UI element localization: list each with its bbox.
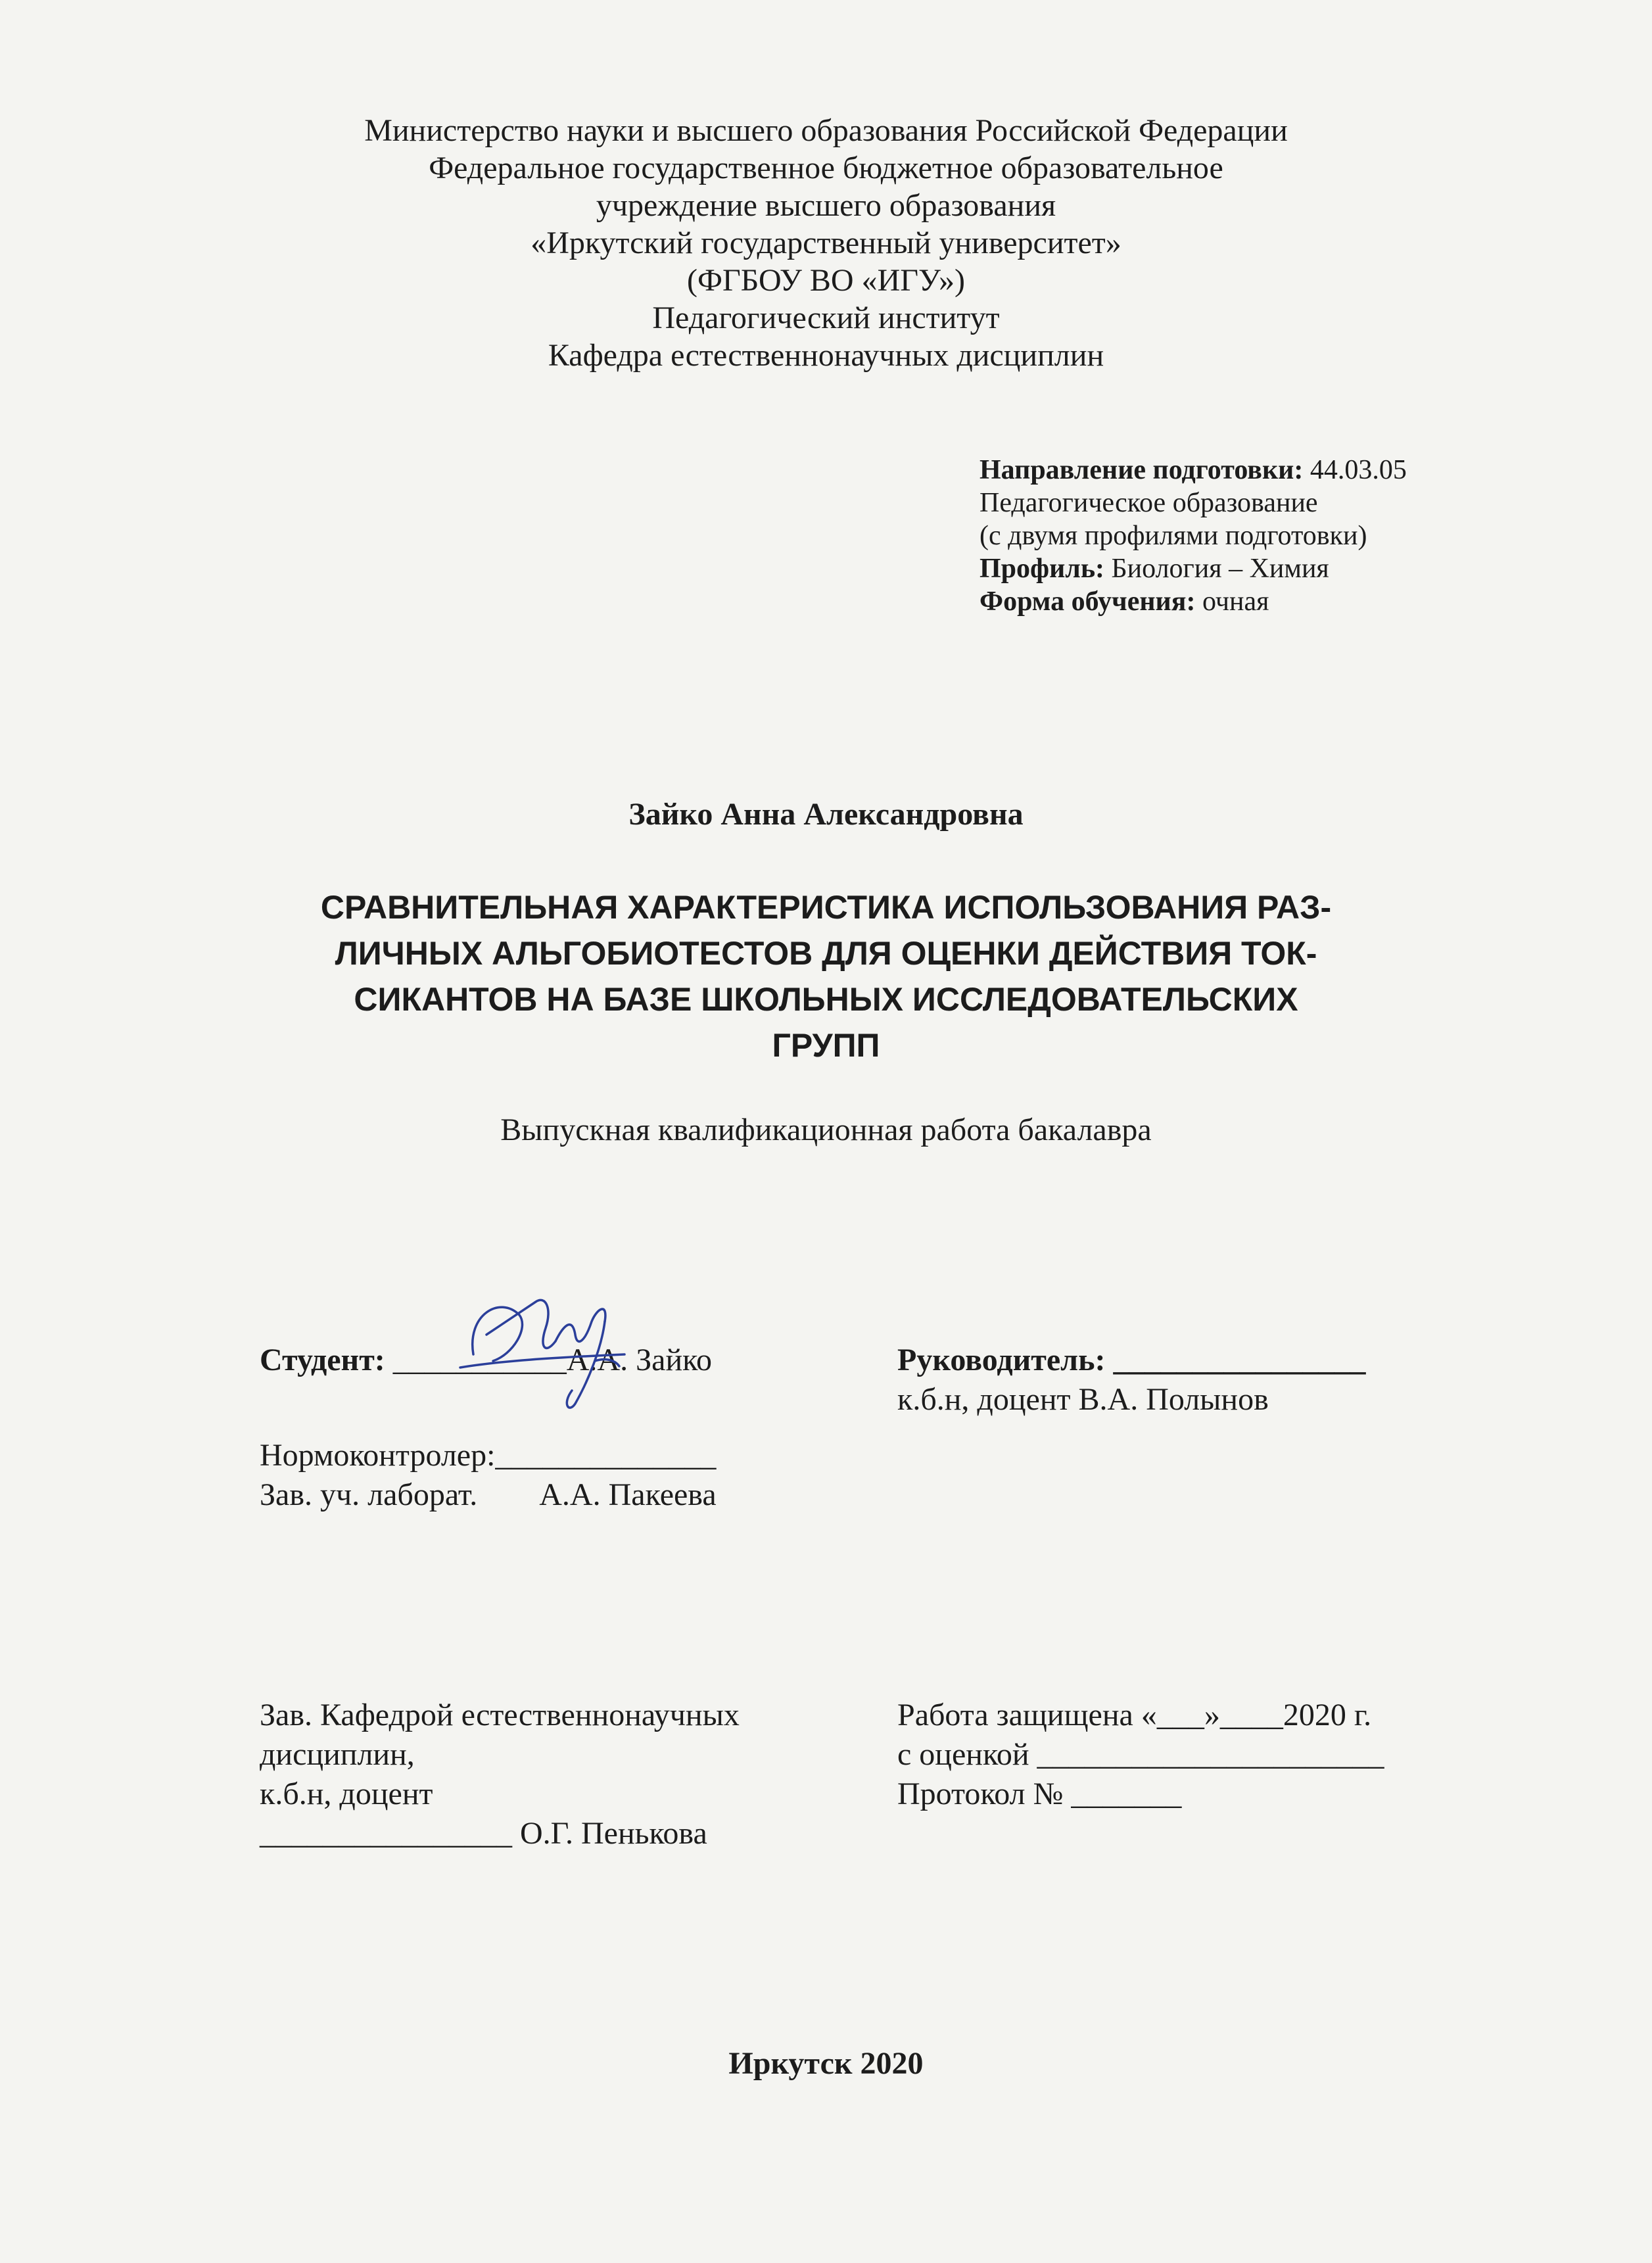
head-of-dept-signature-blank: ________________ — [260, 1816, 512, 1851]
author-name: Зайко Анна Александровна — [628, 797, 1024, 832]
head-of-dept-line-1: Зав. Кафедрой естественнонаучных — [260, 1698, 740, 1732]
student-handwritten-signature — [447, 1275, 644, 1414]
head-of-dept-line-2: дисциплин, — [260, 1737, 415, 1772]
work-type: Выпускная квалификационная работа бакалавра — [500, 1112, 1152, 1147]
work-type-block — [0, 1111, 1652, 1149]
footer-block — [0, 2045, 1652, 2082]
program-info — [979, 454, 1407, 618]
supervisor-signature-blank: ________________ — [1113, 1343, 1366, 1377]
direction-line — [979, 454, 1407, 487]
defense-line-1: Работа защищена «___»____2020 г. — [897, 1698, 1372, 1732]
author-block — [0, 796, 1652, 833]
student-signature-blank: ___________ — [392, 1343, 567, 1377]
defense-line-3: Протокол № _______ — [897, 1776, 1182, 1811]
header-line-department: Кафедра естественнонаучных дисциплин — [548, 338, 1104, 373]
title-line-1: СРАВНИТЕЛЬНАЯ ХАРАКТЕРИСТИКА ИСПОЛЬЗОВАНИЯ РАЗ- — [320, 889, 1332, 926]
institution-header — [0, 112, 1652, 374]
head-of-dept-line-3: к.б.н, доцент — [260, 1776, 433, 1811]
supervisor-title: к.б.н, доцент В.А. Полынов — [897, 1382, 1269, 1417]
normcontrol-role: Зав. уч. лаборат. — [260, 1477, 478, 1512]
direction-code: 44.03.05 — [1310, 455, 1407, 485]
profile-value: Биология – Химия — [1111, 554, 1329, 584]
title-line-4: ГРУПП — [772, 1027, 880, 1064]
city-year: Иркутск 2020 — [728, 2046, 924, 2081]
header-line-ministry: Министерство науки и высшего образования Российской Федерации — [364, 113, 1288, 148]
thesis-title — [0, 884, 1652, 1068]
study-form-line — [979, 585, 1407, 618]
title-line-2: ЛИЧНЫХ АЛЬГОБИОТЕСТОВ ДЛЯ ОЦЕНКИ ДЕЙСТВИЯ ТОК- — [335, 935, 1317, 972]
normcontrol-signature-blank: ______________ — [495, 1438, 717, 1473]
defense-line-2: с оценкой ______________________ — [897, 1737, 1384, 1772]
normcontrol-label: Нормоконтролер: — [260, 1438, 496, 1473]
header-line-federal: Федеральное государственное бюджетное образовательное — [429, 151, 1223, 185]
direction-name: Педагогическое образование — [979, 488, 1318, 518]
normcontrol-name: А.А. Пакеева — [539, 1477, 717, 1512]
header-line-institution-type: учреждение высшего образования — [596, 188, 1056, 223]
header-line-abbreviation: (ФГБОУ ВО «ИГУ») — [687, 263, 965, 298]
study-form-label: Форма обучения: — [979, 586, 1196, 617]
direction-note: (с двумя профилями подготовки) — [979, 521, 1367, 551]
student-label: Студент: — [260, 1343, 385, 1377]
header-line-institute: Педагогический институт — [652, 300, 1000, 335]
study-form-value: очная — [1202, 586, 1269, 617]
supervisor-label: Руководитель: — [897, 1343, 1106, 1377]
head-of-dept-name: О.Г. Пенькова — [520, 1816, 707, 1851]
student-name: А.А. Зайко — [566, 1343, 713, 1377]
normcontrol-row — [260, 1437, 716, 1474]
supervisor-row — [897, 1341, 1365, 1379]
profile-label: Профиль: — [979, 554, 1105, 584]
normcontrol-role-row — [260, 1476, 717, 1513]
header-line-university: «Иркутский государственный университет» — [531, 226, 1121, 260]
direction-label: Направление подготовки: — [979, 455, 1304, 485]
profile-line — [979, 552, 1407, 585]
head-of-dept-signature-row — [260, 1815, 707, 1852]
title-line-3: СИКАНТОВ НА БАЗЕ ШКОЛЬНЫХ ИССЛЕДОВАТЕЛЬСКИХ — [354, 981, 1298, 1018]
